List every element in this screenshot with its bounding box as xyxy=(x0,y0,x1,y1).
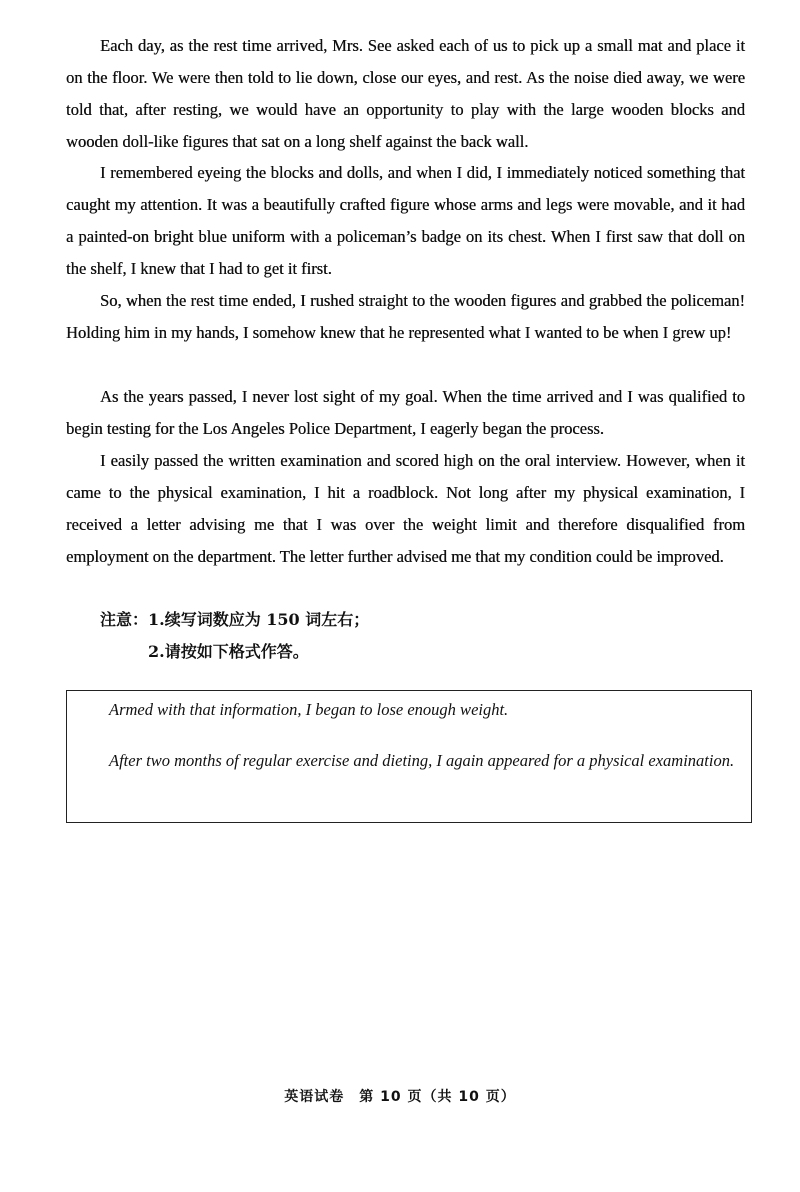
story-paragraph-1: Each day, as the rest time arrived, Mrs. See asked each of us to pick up a small mat and place it on the floor. We were then told to lie down, close our eyes, and rest. As the noise died away, we were told that, after resting, we would have an opportunity to play with the large wooden blocks and wooden doll-like figures that sat on a long shelf against the back wall. xyxy=(66,36,745,151)
page-footer: 英语试卷 第 10 页（共 10 页） xyxy=(284,1089,516,1105)
answer-box-opening-2: After two months of regular exercise and dieting, I again appeared for a physical examination. xyxy=(109,751,735,770)
instructions-note xyxy=(100,604,369,668)
note-line-1: 注意：1.续写词数应为 150 词左右； xyxy=(100,610,370,629)
story-paragraph-4: As the years passed, I never lost sight of my goal. When the time arrived and I was qualified to begin testing for the Los Angeles Police Department, I eagerly began the process. xyxy=(66,387,745,438)
story-paragraph-2: I remembered eyeing the blocks and dolls, and when I did, I immediately noticed something that caught my attention. It was a beautifully crafted figure whose arms and legs were movable, and it had a painted-on bright blue uniform with a policeman’s badge on its chest. When I first saw that doll on the shelf, I knew that I had to get it first. xyxy=(66,163,745,278)
answer-box-opening-1: Armed with that information, I began to lose enough weight. xyxy=(109,700,509,719)
note-line-2: 2.请按如下格式作答。 xyxy=(148,642,309,661)
story-paragraph-5: I easily passed the written examination and scored high on the oral interview. However, when it came to the physical examination, I hit a roadblock. Not long after my physical examination, I received a letter advising me that I was over the weight limit and therefore disqualified from employment on the department. The letter further advised me that my condition could be improved. xyxy=(66,451,745,566)
answer-box xyxy=(66,690,752,823)
story-paragraph-3: So, when the rest time ended, I rushed straight to the wooden figures and grabbed the policeman! Holding him in my hands, I somehow knew that he represented what I wanted to be when I grew up! xyxy=(66,291,745,342)
